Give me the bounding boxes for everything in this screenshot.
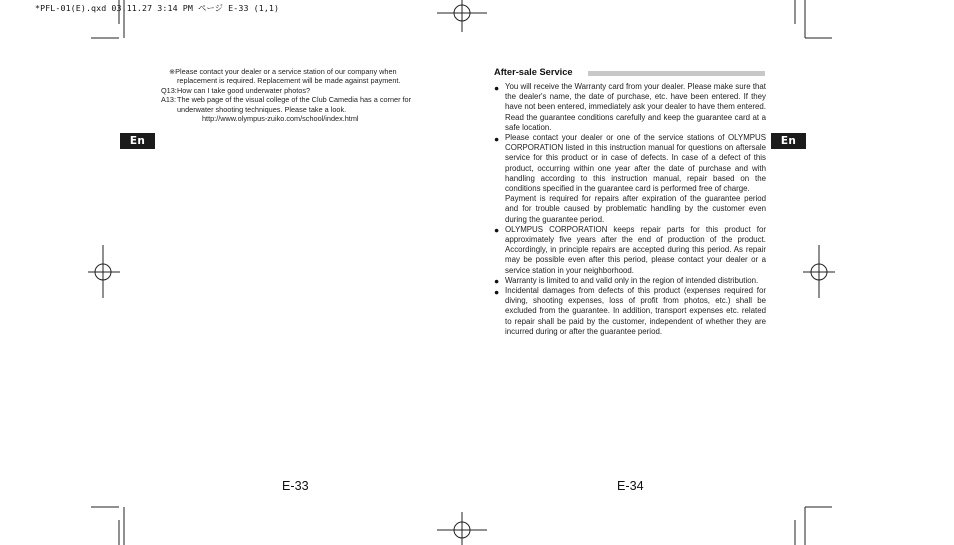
- list-item: [494, 225, 766, 276]
- language-tab-right: En: [771, 133, 806, 149]
- note-line-2: replacement is required. Replacement will be made against payment.: [177, 76, 401, 85]
- bullet-icon: ●: [494, 286, 500, 297]
- after-sale-bullet-list: [494, 82, 766, 337]
- answer-label: A13:: [161, 95, 177, 104]
- question-label: Q13:: [161, 86, 177, 95]
- list-item: [494, 286, 766, 337]
- list-item: [494, 82, 766, 133]
- bullet-icon: ●: [494, 82, 500, 93]
- bullet-icon: ●: [494, 133, 500, 144]
- list-item-subparagraph: Payment is required for repairs after expiration of the guarantee period and for trouble caused by problematic handling by the customer even during the guarantee period.: [505, 194, 766, 224]
- question-text: How can I take good underwater photos?: [177, 86, 311, 95]
- list-item: [494, 133, 766, 225]
- register-mark-left: [88, 245, 120, 298]
- answer-text-2: underwater shooting techniques. Please take a look.: [177, 105, 347, 114]
- list-item: [494, 276, 766, 286]
- section-title-rule: [588, 71, 765, 76]
- section-title: After-sale Service: [494, 67, 573, 77]
- language-tab-left: En: [120, 133, 155, 149]
- bullet-icon: ●: [494, 276, 500, 287]
- list-item-text: Incidental damages from defects of this product (expenses required for diving, shooting expenses, loss of profit from photos, etc.) shall be excluded from the guarantee. In addition, transport expenses etc. related to repair shall be paid by the customer, independent of whether they are incurred during or after the guarantee period.: [505, 286, 766, 336]
- bullet-icon: ●: [494, 225, 500, 236]
- register-mark-top: [437, 0, 487, 32]
- page-number-right: E-34: [617, 479, 644, 493]
- list-item-text: Please contact your dealer or one of the service stations of OLYMPUS CORPORATION listed in this instruction manual for questions on aftersale service for this product or in case of defects. In case of a defect of this product, occurring within one year after the date of purchase and with handling according to this instruction manual, repair based on the conditions specified in the guarantee card is performed free of charge.: [505, 133, 766, 194]
- register-mark-bottom: [437, 512, 487, 545]
- answer-text-1: The web page of the visual college of the Club Camedia has a corner for: [177, 95, 412, 104]
- page-number-left: E-33: [282, 479, 309, 493]
- list-item-text: Warranty is limited to and valid only in the region of intended distribution.: [505, 275, 759, 285]
- slug-line: *PFL-01(E).qxd 03.11.27 3:14 PM ページ E-33 (1,1): [35, 3, 280, 13]
- list-item-text: You will receive the Warranty card from your dealer. Please make sure that the dealer's name, the date of purchase, etc. have been entered. If they have not been entered, immediately ask your dealer to have them entered. Read the guarantee conditions carefully and keep the guarantee card at a safe location.: [505, 82, 766, 132]
- register-mark-right: [803, 245, 835, 298]
- note-line-1: ※Please contact your dealer or a service station of our company when: [169, 67, 397, 76]
- list-item-text: OLYMPUS CORPORATION keeps repair parts for this product for approximately five years after the end of production of the product. Accordingly, in principle repairs are accepted during this period. As repair may be possible even after this period, please contact your dealer or a service station in your neighborhood.: [505, 224, 766, 275]
- answer-url: http://www.olympus-zuiko.com/school/index.html: [202, 114, 359, 123]
